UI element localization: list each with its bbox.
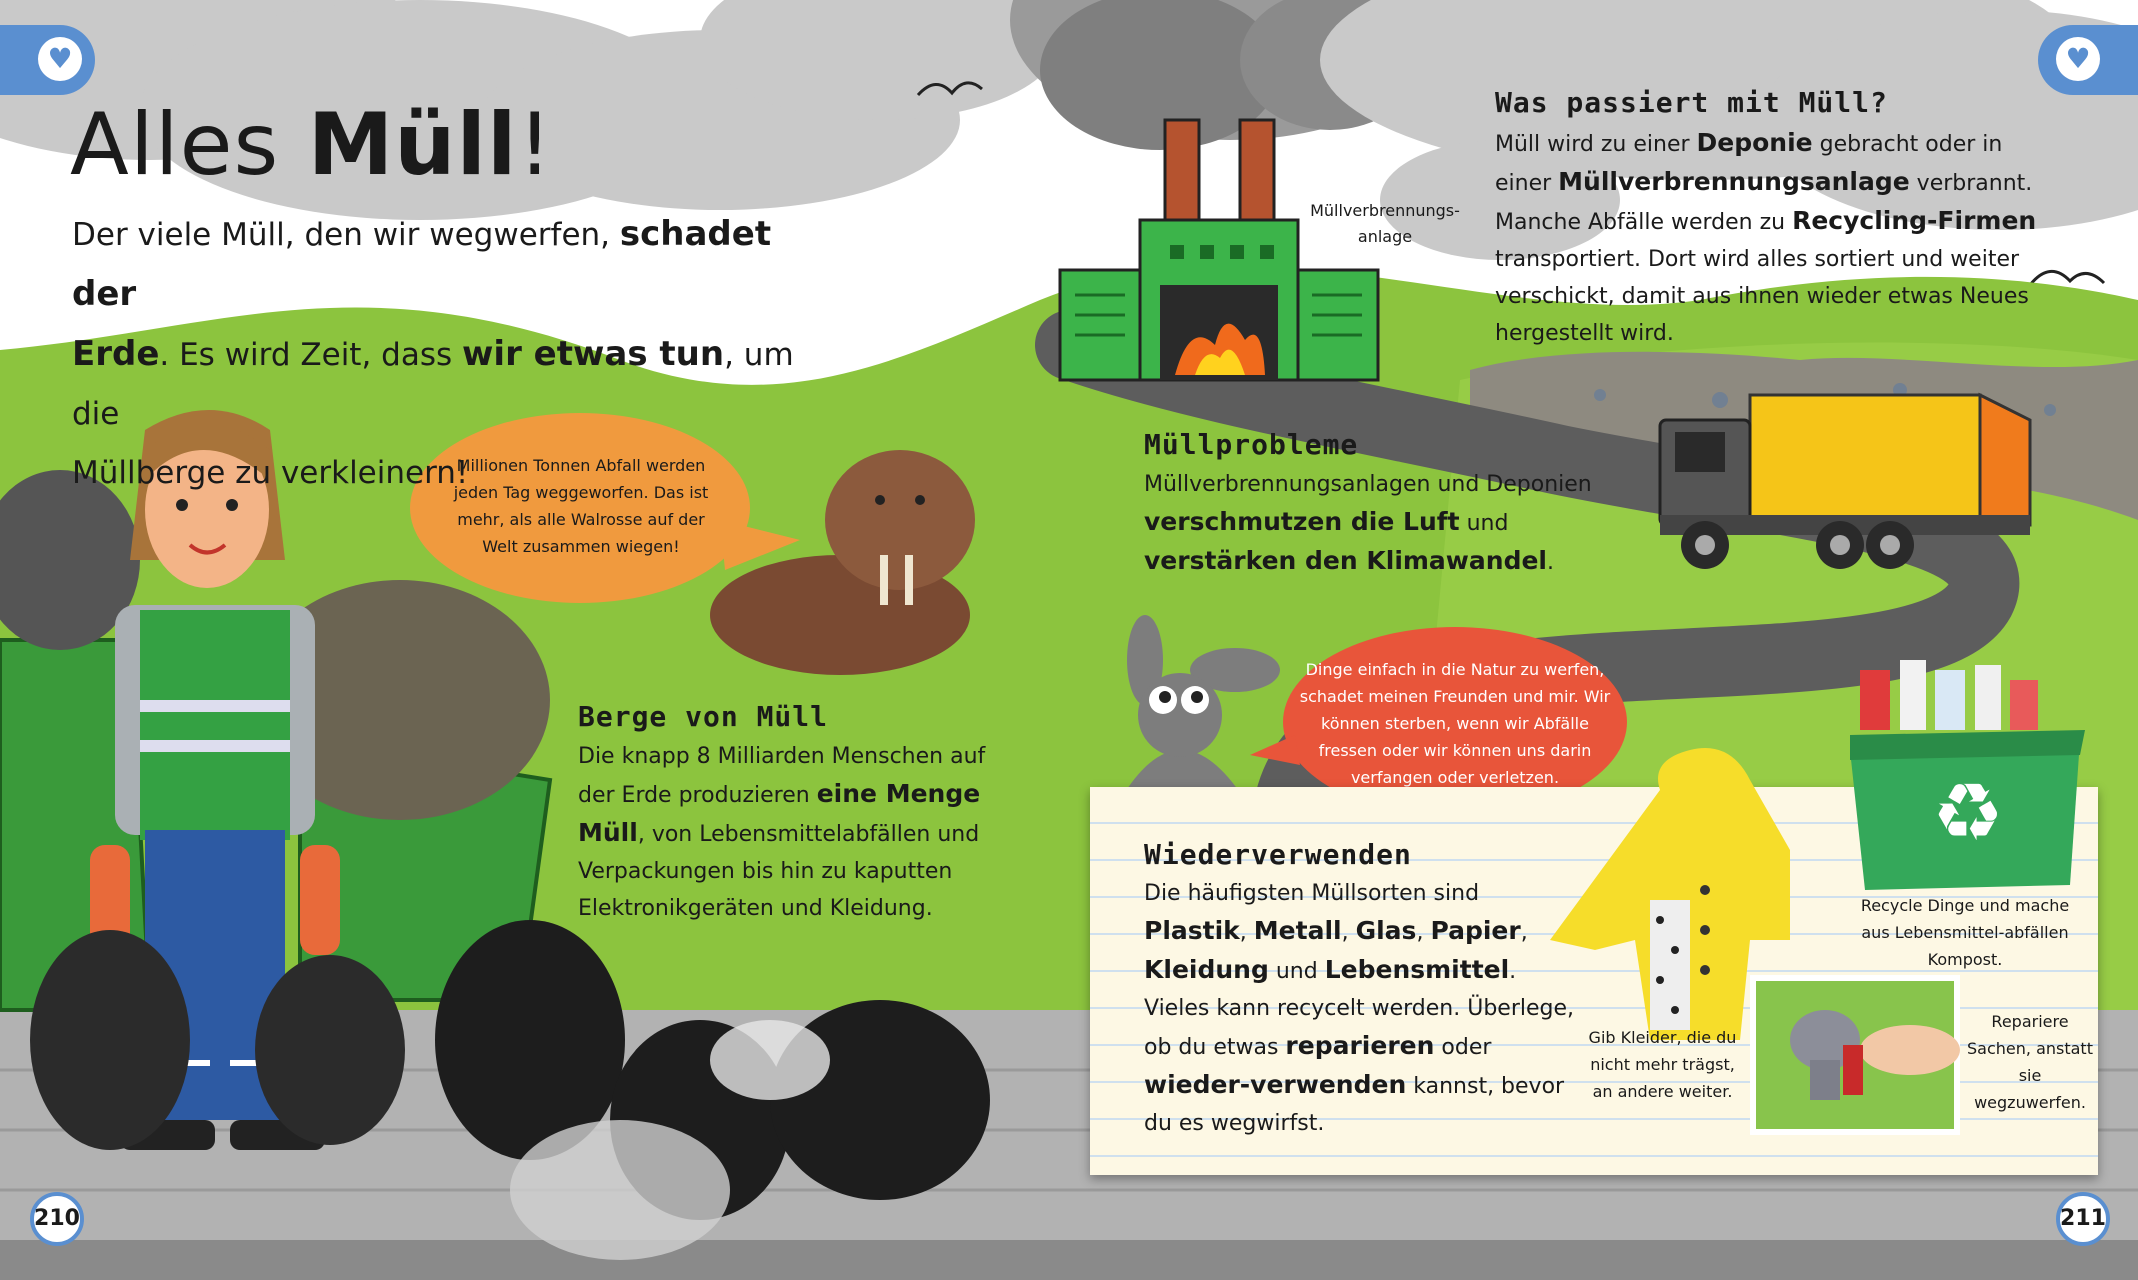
text-emphasis: Papier	[1430, 916, 1521, 945]
probleme-text	[1144, 466, 1624, 581]
text-emphasis: Müllverbrennungsanlage	[1558, 167, 1910, 196]
intro-part: . Es wird Zeit, dass	[159, 337, 463, 373]
text-part: oder	[1434, 1035, 1492, 1060]
factory-label: Müllverbrennungs- anlage	[1310, 201, 1460, 246]
mouse-bubble-text: Dinge einfach in die Natur zu werfen, schadet meinen Freunden und mir. Wir können sterben, wenn wir Abfälle fressen oder wir können uns darin verfangen oder verletzen.	[1299, 660, 1611, 787]
probleme-heading: Müllprobleme	[1144, 428, 1359, 461]
repair-photo	[1750, 975, 1960, 1135]
globe-heart-icon: ♥	[2056, 37, 2100, 81]
text-emphasis: verstärken den Klimawandel	[1144, 546, 1547, 575]
text-part: Die häufigsten Müllsorten sind	[1144, 881, 1480, 906]
title-end: !	[517, 95, 553, 195]
corner-badge-left	[0, 25, 95, 95]
text-part: transportiert. Dort wird alles sortiert und weiter verschickt, damit aus ihnen wieder etwas Neues hergestellt wird.	[1495, 247, 2029, 346]
walrus-bubble-text: Millionen Tonnen Abfall werden jeden Tag weggeworfen. Das ist mehr, als alle Walrosse auf der Welt zusammen wiegen!	[453, 456, 709, 556]
text-emphasis: eine Menge Müll	[578, 779, 981, 847]
text-emphasis: Plastik	[1144, 916, 1240, 945]
berge-text	[578, 738, 1018, 927]
text-part: . Vieles kann recycelt werden. Überlege, ob du etwas	[1144, 959, 1575, 1060]
text-part: .	[1547, 550, 1554, 575]
text-emphasis: Metall	[1253, 916, 1342, 945]
text-emphasis: Deponie	[1696, 128, 1813, 157]
text-part: ,	[1239, 920, 1254, 945]
text-part: und	[1268, 959, 1325, 984]
text-part: Müll wird zu einer	[1495, 132, 1697, 157]
was-passiert-heading: Was passiert mit Müll?	[1495, 86, 1888, 119]
text-emphasis: reparieren	[1285, 1031, 1435, 1060]
intro-emphasis: wir etwas tun	[462, 334, 725, 374]
berge-heading: Berge von Müll	[578, 700, 829, 733]
intro-emphasis: Erde	[72, 334, 160, 374]
text-part: , von Lebensmittelabfällen und Verpackungen bis hin zu kaputten Elektronikgeräten und Kleidung.	[578, 822, 980, 921]
text-emphasis: verschmutzen die Luft	[1144, 507, 1460, 536]
reparieren-caption: Repariere Sachen, anstatt sie wegzuwerfen.	[1967, 1012, 2093, 1112]
page-title	[70, 95, 553, 195]
text-part: ,	[1341, 920, 1356, 945]
title-light: Alles	[70, 95, 280, 195]
wiederverwenden-heading: Wiederverwenden	[1144, 838, 1412, 871]
was-passiert-text	[1495, 124, 2055, 352]
text-emphasis: Kleidung	[1144, 955, 1269, 984]
intro-part: , um die	[72, 337, 794, 432]
text-part: ,	[1416, 920, 1431, 945]
text-emphasis: Glas	[1355, 916, 1417, 945]
recycle-caption: Recycle Dinge und mache aus Lebensmittel-abfällen Kompost.	[1860, 896, 2070, 969]
title-bold: Müll	[307, 95, 518, 195]
page-number-left: 210	[30, 1192, 84, 1246]
text-part: und	[1459, 511, 1509, 536]
page-number-right: 211	[2056, 1192, 2110, 1246]
text-emphasis: Lebensmittel	[1324, 955, 1510, 984]
incinerator-factory	[1060, 120, 1378, 380]
text-part: verbrannt. Manche Abfälle werden zu	[1495, 171, 2033, 235]
text-part: Die knapp 8 Milliarden Menschen auf der Erde produzieren	[578, 744, 986, 808]
intro-part: Müllberge zu verkleinern!	[72, 455, 469, 491]
text-emphasis: Recycling-Firmen	[1792, 206, 2037, 235]
kleider-caption: Gib Kleider, die du nicht mehr trägst, an andere weiter.	[1588, 1028, 1737, 1101]
globe-heart-icon: ♥	[38, 37, 82, 81]
wiederverwenden-text	[1144, 875, 1574, 1142]
text-part: ,	[1520, 920, 1528, 945]
intro-part: Der viele Müll, den wir wegwerfen,	[72, 217, 620, 253]
corner-badge-right	[2038, 25, 2138, 95]
text-part: Müllverbrennungsanlagen und Deponien	[1144, 472, 1592, 497]
intro-emphasis: schadet der	[72, 214, 772, 314]
recycle-icon: ♻	[1932, 766, 2004, 859]
text-emphasis: wieder-verwenden	[1144, 1070, 1407, 1099]
text-part: gebracht oder in einer	[1495, 132, 2003, 196]
text-part: kannst, bevor du es wegwirfst.	[1144, 1074, 1565, 1136]
